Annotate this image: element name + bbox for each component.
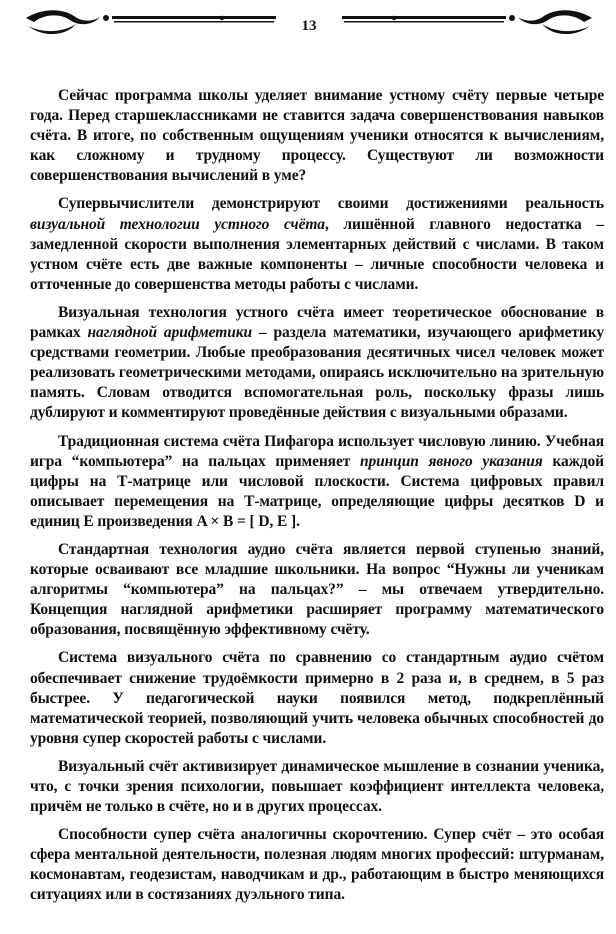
paragraph (30, 757, 604, 817)
text-span: Сейчас программа школы уделяет внимание устному счёту первые четыре года. Перед старшеклассниками не ставится задача совершенствования навыков счёта. В итоге, по собственным ощущениям ученики относятся к вычислениям, как сложному и трудному процессу. Существуют ли возможности совершенствования вычислений в уме? (30, 87, 604, 185)
paragraph (30, 303, 604, 424)
italic-term: принцип явного указания (359, 452, 543, 470)
paragraph (30, 432, 604, 532)
paragraph (30, 86, 604, 186)
text-span: каждой цифры на Т-матрице или числовой плоскости. Система цифровых правил описывает перемещения на Т-матрице, определяющие цифры десятков D и единиц E произведения A × B = [ D, E ]. (30, 452, 604, 530)
italic-term: наглядной арифметики (87, 324, 252, 342)
text-span: Визуальный счёт активизирует динамическое мышление в сознании ученика, что, с точки зрения психологии, повышает коэффициент интеллекта человека, причём не только в счёте, но и в других процессах. (30, 757, 604, 816)
text-span: Система визуального счёта по сравнению со стандартным аудио счётом обеспечивает снижение трудоёмкости примерно в 2 раза и, в среднем, в 5 раз быстрее. У педагогической науки появился метод, подкреплённый математической теорией, позволяющий учить человека обычных способностей до уровня супер скоростей работы с числами. (30, 649, 604, 747)
paragraph (30, 825, 604, 905)
text-span: Визуальная технология устного счёта имеет теоретическое обоснование в рамках (30, 303, 604, 342)
italic-term: визуальной технологии устного счёта (30, 215, 325, 233)
page-number: 13 (301, 18, 317, 34)
paragraph (30, 194, 604, 294)
text-span: Традиционная система счёта Пифагора использует числовую линию. Учебная игра “компьютера” на пальцах применяет (30, 432, 604, 470)
page-header (22, 4, 596, 44)
text-span: – раздела математики, изучающего арифметику средствами геометрии. Любые преобразования десятичных чисел человек может реализовать геометрическими методами, опираясь исключительно на зрительную память. Словам отводится вспомогательная роль, поскольку фразы лишь дублируют и комментируют проведённые действия с визуальными образами. (30, 324, 604, 422)
paragraph (30, 540, 604, 640)
text-span: Стандартная технология аудио счёта является первой ступенью знаний, которые осваивают все младшие школьники. На вопрос “Нужны ли ученикам алгоритмы “компьютера” на пальцах?” – мы отвечаем утвердительно. Концепция наглядной арифметики расширяет программу математического образования, посвящённую эффективному счёту. (30, 540, 604, 639)
paragraph (30, 648, 604, 748)
text-body (30, 86, 604, 906)
text-span: Супервычислители демонстрируют своими достижениями реальность (58, 195, 604, 213)
text-span: Способности супер счёта аналогичны скорочтению. Супер счёт – это особая сфера ментальной деятельности, полезная людям многих профессий: штурманам, космонавтам, геодезистам, наводчикам и др., работающим в быстро меняющихся ситуациях или в состязаниях дуэльного типа. (30, 826, 604, 904)
text-span: , лишённой главного недостатка – замедленной скорости выполнения элементарных действий с числами. В таком устном счёте есть две важные компоненты – личные способности человека и отточенные до совершенства методы работы с числами. (30, 215, 605, 293)
